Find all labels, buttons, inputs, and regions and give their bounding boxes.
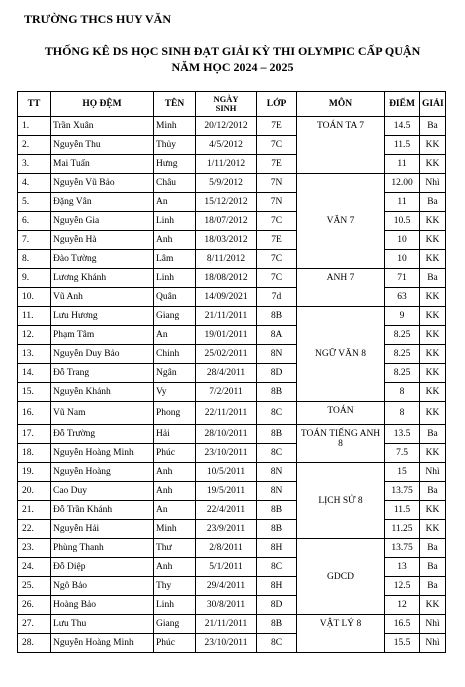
cell-giai: KK xyxy=(420,596,446,615)
cell-ho-dem: Nguyễn Vũ Bảo xyxy=(51,174,154,193)
cell-giai: Ba xyxy=(420,558,446,577)
cell-ho-dem: Lương Khánh xyxy=(51,269,154,288)
cell-giai: Nhì xyxy=(420,463,446,482)
cell-ngay-sinh: 5/9/2012 xyxy=(196,174,257,193)
cell-subject: NGỮ VĂN 8 xyxy=(297,307,385,402)
cell-giai: KK xyxy=(420,345,446,364)
cell-lop: 7C xyxy=(257,212,297,231)
cell-lop: 8N xyxy=(257,345,297,364)
cell-ten: Anh xyxy=(154,558,196,577)
cell-tt: 12. xyxy=(18,326,51,345)
cell-ngay-sinh: 8/11/2012 xyxy=(196,250,257,269)
header-ngay-sinh-line2: SINH xyxy=(215,103,237,113)
header-ngay-sinh xyxy=(196,92,257,117)
cell-diem: 12.5 xyxy=(385,577,420,596)
cell-ho-dem: Đỗ Trần Khánh xyxy=(51,501,154,520)
cell-tt: 21. xyxy=(18,501,51,520)
cell-diem: 16.5 xyxy=(385,615,420,634)
table-row xyxy=(18,463,446,482)
cell-ten: An xyxy=(154,326,196,345)
cell-tt: 23. xyxy=(18,539,51,558)
cell-ten: Phúc xyxy=(154,634,196,653)
cell-subject: VĂN 7 xyxy=(297,174,385,269)
cell-ngay-sinh: 7/2/2011 xyxy=(196,383,257,402)
cell-lop: 8N xyxy=(257,482,297,501)
cell-tt: 14. xyxy=(18,364,51,383)
cell-ten: Hải xyxy=(154,425,196,444)
header-ho-dem: HỌ ĐỆM xyxy=(51,92,154,117)
cell-tt: 8. xyxy=(18,250,51,269)
cell-diem: 15 xyxy=(385,463,420,482)
results-table xyxy=(17,91,446,653)
cell-ngay-sinh: 14/09/2021 xyxy=(196,288,257,307)
cell-lop: 7C xyxy=(257,269,297,288)
cell-ten: Chinh xyxy=(154,345,196,364)
cell-tt: 4. xyxy=(18,174,51,193)
document-subtitle: NĂM HỌC 2024 – 2025 xyxy=(171,60,294,74)
cell-diem: 63 xyxy=(385,288,420,307)
cell-ho-dem: Trần Xuân xyxy=(51,117,154,136)
cell-diem: 11 xyxy=(385,155,420,174)
cell-diem: 11 xyxy=(385,193,420,212)
cell-giai: KK xyxy=(420,288,446,307)
cell-giai: KK xyxy=(420,155,446,174)
cell-ten: Anh xyxy=(154,231,196,250)
cell-lop: 8B xyxy=(257,520,297,539)
cell-giai: Ba xyxy=(420,117,446,136)
cell-lop: 8C xyxy=(257,558,297,577)
cell-ngay-sinh: 15/12/2012 xyxy=(196,193,257,212)
cell-diem: 11.25 xyxy=(385,520,420,539)
cell-diem: 8 xyxy=(385,383,420,402)
cell-ho-dem: Nguyễn Duy Bảo xyxy=(51,345,154,364)
cell-giai: KK xyxy=(420,307,446,326)
cell-ngay-sinh: 19/5/2011 xyxy=(196,482,257,501)
cell-lop: 7N xyxy=(257,193,297,212)
cell-lop: 8C xyxy=(257,444,297,463)
cell-diem: 8 xyxy=(385,402,420,425)
cell-ho-dem: Lưu Thu xyxy=(51,615,154,634)
cell-ten: Lâm xyxy=(154,250,196,269)
cell-ho-dem: Nguyễn Hà xyxy=(51,231,154,250)
cell-diem: 11.5 xyxy=(385,136,420,155)
cell-tt: 27. xyxy=(18,615,51,634)
cell-ngay-sinh: 28/4/2011 xyxy=(196,364,257,383)
cell-lop: 8B xyxy=(257,383,297,402)
table-row xyxy=(18,539,446,558)
cell-ten: Thy xyxy=(154,577,196,596)
cell-diem: 10 xyxy=(385,250,420,269)
table-row xyxy=(18,615,446,634)
cell-ten: Linh xyxy=(154,596,196,615)
cell-lop: 8B xyxy=(257,425,297,444)
document-title: THỐNG KÊ DS HỌC SINH ĐẠT GIẢI KỲ THI OLYMPIC CẤP QUẬN xyxy=(44,44,421,58)
header-mon: MÔN xyxy=(297,92,385,117)
cell-ho-dem: Nguyễn Gia xyxy=(51,212,154,231)
cell-ngay-sinh: 21/11/2011 xyxy=(196,307,257,326)
table-header-row xyxy=(18,92,446,117)
cell-diem: 8.25 xyxy=(385,326,420,345)
cell-giai: KK xyxy=(420,520,446,539)
cell-tt: 18. xyxy=(18,444,51,463)
cell-diem: 11.5 xyxy=(385,501,420,520)
cell-ten: An xyxy=(154,193,196,212)
cell-ten: Linh xyxy=(154,269,196,288)
cell-lop: 7d xyxy=(257,288,297,307)
cell-diem: 14.5 xyxy=(385,117,420,136)
cell-lop: 8D xyxy=(257,364,297,383)
cell-diem: 13.75 xyxy=(385,539,420,558)
cell-lop: 7C xyxy=(257,136,297,155)
cell-ho-dem: Phạm Tâm xyxy=(51,326,154,345)
cell-subject: LỊCH SỬ 8 xyxy=(297,463,385,539)
cell-subject: TOÁN TIẾNG ANH 8 xyxy=(297,425,385,463)
cell-ho-dem: Ngô Bảo xyxy=(51,577,154,596)
cell-ngay-sinh: 5/1/2011 xyxy=(196,558,257,577)
cell-lop: 7E xyxy=(257,231,297,250)
cell-giai: KK xyxy=(420,383,446,402)
cell-ho-dem: Đỗ Trang xyxy=(51,364,154,383)
cell-tt: 11. xyxy=(18,307,51,326)
cell-subject: ANH 7 xyxy=(297,269,385,307)
cell-diem: 13.5 xyxy=(385,425,420,444)
cell-ho-dem: Nguyễn Hải xyxy=(51,520,154,539)
cell-ho-dem: Đỗ Diệp xyxy=(51,558,154,577)
cell-lop: 8D xyxy=(257,596,297,615)
cell-ngay-sinh: 4/5/2012 xyxy=(196,136,257,155)
cell-ten: Vy xyxy=(154,383,196,402)
cell-ho-dem: Nguyễn Thu xyxy=(51,136,154,155)
cell-ten: Giang xyxy=(154,615,196,634)
cell-subject: GDCD xyxy=(297,539,385,615)
cell-giai: KK xyxy=(420,250,446,269)
cell-diem: 12.00 xyxy=(385,174,420,193)
cell-giai: Nhì xyxy=(420,634,446,653)
cell-ho-dem: Cao Duy xyxy=(51,482,154,501)
cell-giai: Ba xyxy=(420,425,446,444)
cell-ho-dem: Nguyễn Hoàng Minh xyxy=(51,634,154,653)
cell-ngay-sinh: 30/8/2011 xyxy=(196,596,257,615)
cell-ngay-sinh: 18/07/2012 xyxy=(196,212,257,231)
cell-tt: 3. xyxy=(18,155,51,174)
cell-ten: Hưng xyxy=(154,155,196,174)
cell-lop: 8B xyxy=(257,307,297,326)
cell-ho-dem: Vũ Anh xyxy=(51,288,154,307)
cell-ten: Ngân xyxy=(154,364,196,383)
cell-giai: Nhì xyxy=(420,615,446,634)
cell-diem: 15.5 xyxy=(385,634,420,653)
cell-ten: Thư xyxy=(154,539,196,558)
table-row xyxy=(18,117,446,136)
school-name: TRƯỜNG THCS HUY VĂN xyxy=(24,12,172,26)
cell-giai: Ba xyxy=(420,539,446,558)
cell-tt: 28. xyxy=(18,634,51,653)
cell-ho-dem: Lưu Hương xyxy=(51,307,154,326)
cell-ngay-sinh: 29/4/2011 xyxy=(196,577,257,596)
cell-ho-dem: Nguyễn Hoàng xyxy=(51,463,154,482)
cell-ngay-sinh: 23/10/2011 xyxy=(196,634,257,653)
cell-ten: Minh xyxy=(154,117,196,136)
cell-ngay-sinh: 10/5/2011 xyxy=(196,463,257,482)
cell-ngay-sinh: 19/01/2011 xyxy=(196,326,257,345)
cell-giai: KK xyxy=(420,231,446,250)
cell-tt: 7. xyxy=(18,231,51,250)
cell-ngay-sinh: 18/03/2012 xyxy=(196,231,257,250)
cell-lop: 7E xyxy=(257,155,297,174)
cell-ngay-sinh: 22/11/2011 xyxy=(196,402,257,425)
cell-tt: 16. xyxy=(18,402,51,425)
cell-ngay-sinh: 28/10/2011 xyxy=(196,425,257,444)
cell-lop: 8N xyxy=(257,463,297,482)
cell-ten: An xyxy=(154,501,196,520)
cell-ho-dem: Đào Tường xyxy=(51,250,154,269)
cell-tt: 25. xyxy=(18,577,51,596)
cell-giai: KK xyxy=(420,444,446,463)
cell-diem: 8.25 xyxy=(385,345,420,364)
cell-ten: Thủy xyxy=(154,136,196,155)
cell-subject: TOÁN TA 7 xyxy=(297,117,385,174)
cell-diem: 71 xyxy=(385,269,420,288)
cell-giai: KK xyxy=(420,364,446,383)
cell-tt: 15. xyxy=(18,383,51,402)
cell-ten: Anh xyxy=(154,482,196,501)
cell-ten: Quân xyxy=(154,288,196,307)
cell-subject: TOÁN xyxy=(297,402,385,425)
table-row xyxy=(18,402,446,425)
table-row xyxy=(18,307,446,326)
cell-ho-dem: Đỗ Trường xyxy=(51,425,154,444)
cell-diem: 10.5 xyxy=(385,212,420,231)
cell-lop: 7E xyxy=(257,117,297,136)
header-ngay-sinh-line1: NGÀY xyxy=(213,94,239,104)
cell-tt: 6. xyxy=(18,212,51,231)
table-body xyxy=(18,117,446,653)
cell-diem: 12 xyxy=(385,596,420,615)
cell-tt: 19. xyxy=(18,463,51,482)
header-lop: LỚP xyxy=(257,92,297,117)
cell-lop: 8C xyxy=(257,402,297,425)
cell-ho-dem: Đặng Vân xyxy=(51,193,154,212)
cell-diem: 9 xyxy=(385,307,420,326)
cell-ngay-sinh: 22/4/2011 xyxy=(196,501,257,520)
cell-lop: 7C xyxy=(257,250,297,269)
cell-tt: 20. xyxy=(18,482,51,501)
cell-ten: Phong xyxy=(154,402,196,425)
cell-giai: Ba xyxy=(420,577,446,596)
cell-diem: 7.5 xyxy=(385,444,420,463)
cell-diem: 13.75 xyxy=(385,482,420,501)
cell-ngay-sinh: 21/11/2011 xyxy=(196,615,257,634)
cell-giai: KK xyxy=(420,326,446,345)
cell-diem: 13 xyxy=(385,558,420,577)
cell-tt: 10. xyxy=(18,288,51,307)
cell-tt: 22. xyxy=(18,520,51,539)
header-giai: GIẢI xyxy=(420,92,446,117)
cell-diem: 8.25 xyxy=(385,364,420,383)
cell-giai: KK xyxy=(420,212,446,231)
cell-ho-dem: Mai Tuấn xyxy=(51,155,154,174)
cell-lop: 8H xyxy=(257,577,297,596)
cell-ten: Minh xyxy=(154,520,196,539)
cell-ten: Phúc xyxy=(154,444,196,463)
table-row xyxy=(18,174,446,193)
cell-giai: Nhì xyxy=(420,174,446,193)
cell-ten: Giang xyxy=(154,307,196,326)
cell-ten: Anh xyxy=(154,463,196,482)
header-ten: TÊN xyxy=(154,92,196,117)
cell-giai: Ba xyxy=(420,482,446,501)
cell-ho-dem: Phùng Thanh xyxy=(51,539,154,558)
cell-tt: 24. xyxy=(18,558,51,577)
table-row xyxy=(18,425,446,444)
cell-ngay-sinh: 20/12/2012 xyxy=(196,117,257,136)
cell-lop: 8B xyxy=(257,615,297,634)
cell-tt: 9. xyxy=(18,269,51,288)
cell-ten: Châu xyxy=(154,174,196,193)
cell-ngay-sinh: 18/08/2012 xyxy=(196,269,257,288)
cell-giai: KK xyxy=(420,402,446,425)
header-tt: TT xyxy=(18,92,51,117)
cell-tt: 13. xyxy=(18,345,51,364)
cell-lop: 8C xyxy=(257,634,297,653)
cell-ho-dem: Vũ Nam xyxy=(51,402,154,425)
cell-ngay-sinh: 25/02/2011 xyxy=(196,345,257,364)
cell-ho-dem: Nguyễn Khánh xyxy=(51,383,154,402)
cell-ngay-sinh: 23/10/2011 xyxy=(196,444,257,463)
cell-tt: 2. xyxy=(18,136,51,155)
cell-lop: 8B xyxy=(257,501,297,520)
cell-subject: VẬT LÝ 8 xyxy=(297,615,385,653)
cell-tt: 26. xyxy=(18,596,51,615)
cell-diem: 10 xyxy=(385,231,420,250)
cell-tt: 1. xyxy=(18,117,51,136)
cell-tt: 17. xyxy=(18,425,51,444)
cell-ten: Linh xyxy=(154,212,196,231)
cell-lop: 7N xyxy=(257,174,297,193)
cell-giai: KK xyxy=(420,501,446,520)
table-row xyxy=(18,269,446,288)
cell-giai: Ba xyxy=(420,269,446,288)
cell-ngay-sinh: 1/11/2012 xyxy=(196,155,257,174)
cell-ho-dem: Nguyễn Hoàng Minh xyxy=(51,444,154,463)
cell-giai: KK xyxy=(420,136,446,155)
cell-lop: 8A xyxy=(257,326,297,345)
cell-lop: 8H xyxy=(257,539,297,558)
cell-giai: Ba xyxy=(420,193,446,212)
cell-ngay-sinh: 2/8/2011 xyxy=(196,539,257,558)
cell-ho-dem: Hoàng Bảo xyxy=(51,596,154,615)
cell-tt: 5. xyxy=(18,193,51,212)
cell-ngay-sinh: 23/9/2011 xyxy=(196,520,257,539)
header-diem: ĐIỂM xyxy=(385,92,420,117)
